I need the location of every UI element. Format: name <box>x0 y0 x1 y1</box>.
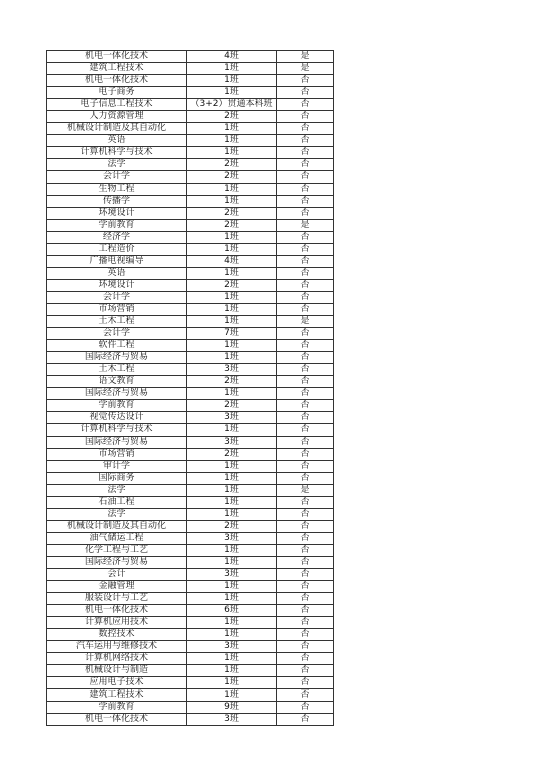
major-cell: 学前教育 <box>47 701 187 713</box>
flag-cell: 否 <box>277 605 334 617</box>
flag-cell: 否 <box>277 689 334 701</box>
table-row <box>47 243 334 255</box>
flag-cell: 否 <box>277 677 334 689</box>
flag-cell: 否 <box>277 207 334 219</box>
class-count-cell: 3班 <box>187 532 277 544</box>
flag-cell: 否 <box>277 340 334 352</box>
major-cell: 会计 <box>47 569 187 581</box>
major-cell: 机电一体化技术 <box>47 713 187 725</box>
class-count-cell: 3班 <box>187 364 277 376</box>
class-count-cell: 1班 <box>187 75 277 87</box>
table-row <box>47 508 334 520</box>
class-count-cell: 9班 <box>187 701 277 713</box>
table-row <box>47 99 334 111</box>
flag-cell: 否 <box>277 520 334 532</box>
major-cell: 国际经济与贸易 <box>47 436 187 448</box>
class-count-cell: 1班 <box>187 388 277 400</box>
major-cell: 建筑工程技术 <box>47 689 187 701</box>
flag-cell: 否 <box>277 75 334 87</box>
table-row <box>47 147 334 159</box>
major-cell: 机械设计制造及其自动化 <box>47 123 187 135</box>
table-row <box>47 364 334 376</box>
class-count-cell: 1班 <box>187 316 277 328</box>
major-cell: 土木工程 <box>47 364 187 376</box>
table-row <box>47 316 334 328</box>
class-count-cell: 1班 <box>187 424 277 436</box>
table-row <box>47 291 334 303</box>
flag-cell: 否 <box>277 376 334 388</box>
class-count-cell: 4班 <box>187 255 277 267</box>
flag-cell: 否 <box>277 303 334 315</box>
flag-cell: 否 <box>277 159 334 171</box>
class-count-cell: 1班 <box>187 340 277 352</box>
major-cell: 机电一体化技术 <box>47 51 187 63</box>
major-cell: 服装设计与工艺 <box>47 593 187 605</box>
flag-cell: 否 <box>277 544 334 556</box>
data-table <box>46 50 334 726</box>
major-cell: 法学 <box>47 508 187 520</box>
class-count-cell: 3班 <box>187 412 277 424</box>
table-row <box>47 159 334 171</box>
table-row <box>47 219 334 231</box>
flag-cell: 否 <box>277 279 334 291</box>
table-row <box>47 713 334 725</box>
flag-cell: 否 <box>277 569 334 581</box>
major-cell: 计算机应用技术 <box>47 617 187 629</box>
flag-cell: 否 <box>277 701 334 713</box>
table-row <box>47 665 334 677</box>
major-cell: 油气储运工程 <box>47 532 187 544</box>
table-row <box>47 617 334 629</box>
class-count-cell: 3班 <box>187 436 277 448</box>
class-count-cell: 1班 <box>187 243 277 255</box>
flag-cell: 否 <box>277 171 334 183</box>
table-row <box>47 436 334 448</box>
class-count-cell: 2班 <box>187 448 277 460</box>
flag-cell: 是 <box>277 484 334 496</box>
major-cell: 金融管理 <box>47 581 187 593</box>
class-count-cell: 4班 <box>187 51 277 63</box>
flag-cell: 否 <box>277 496 334 508</box>
flag-cell: 否 <box>277 629 334 641</box>
table-body <box>47 51 334 726</box>
major-cell: 电子信息工程技术 <box>47 99 187 111</box>
flag-cell: 否 <box>277 448 334 460</box>
table-row <box>47 701 334 713</box>
table-row <box>47 279 334 291</box>
class-count-cell: 1班 <box>187 183 277 195</box>
major-cell: 化学工程与工艺 <box>47 544 187 556</box>
major-cell: 会计学 <box>47 328 187 340</box>
class-count-cell: 2班 <box>187 520 277 532</box>
flag-cell: 否 <box>277 255 334 267</box>
major-cell: 建筑工程技术 <box>47 63 187 75</box>
class-count-cell: 2班 <box>187 400 277 412</box>
major-cell: 学前教育 <box>47 219 187 231</box>
class-count-cell: 2班 <box>187 279 277 291</box>
table-row <box>47 472 334 484</box>
table-row <box>47 171 334 183</box>
class-count-cell: 7班 <box>187 328 277 340</box>
table-row <box>47 448 334 460</box>
major-cell: 国际经济与贸易 <box>47 556 187 568</box>
flag-cell: 否 <box>277 123 334 135</box>
table-row <box>47 629 334 641</box>
flag-cell: 是 <box>277 63 334 75</box>
flag-cell: 否 <box>277 653 334 665</box>
major-cell: 广播电视编导 <box>47 255 187 267</box>
major-cell: 工程造价 <box>47 243 187 255</box>
table-row <box>47 520 334 532</box>
major-cell: 法学 <box>47 484 187 496</box>
flag-cell: 否 <box>277 593 334 605</box>
flag-cell: 否 <box>277 328 334 340</box>
table-row <box>47 87 334 99</box>
flag-cell: 否 <box>277 436 334 448</box>
class-count-cell: 2班 <box>187 207 277 219</box>
major-cell: 机械设计制造及其自动化 <box>47 520 187 532</box>
table-row <box>47 231 334 243</box>
table-row <box>47 581 334 593</box>
major-cell: 软件工程 <box>47 340 187 352</box>
table-row <box>47 376 334 388</box>
flag-cell: 否 <box>277 556 334 568</box>
table-row <box>47 569 334 581</box>
flag-cell: 否 <box>277 87 334 99</box>
table-row <box>47 593 334 605</box>
major-cell: 机电一体化技术 <box>47 605 187 617</box>
class-count-cell: 2班 <box>187 171 277 183</box>
class-count-cell: 1班 <box>187 231 277 243</box>
class-count-cell: 1班 <box>187 581 277 593</box>
flag-cell: 否 <box>277 532 334 544</box>
flag-cell: 否 <box>277 508 334 520</box>
flag-cell: 否 <box>277 183 334 195</box>
major-cell: 语文教育 <box>47 376 187 388</box>
table-row <box>47 51 334 63</box>
table-row <box>47 135 334 147</box>
table-row <box>47 689 334 701</box>
class-count-cell: 2班 <box>187 219 277 231</box>
flag-cell: 否 <box>277 291 334 303</box>
class-count-cell: 1班 <box>187 460 277 472</box>
major-cell: 计算机科学与技术 <box>47 147 187 159</box>
flag-cell: 是 <box>277 316 334 328</box>
table-row <box>47 267 334 279</box>
class-count-cell: 1班 <box>187 484 277 496</box>
class-count-cell: 2班 <box>187 376 277 388</box>
class-count-cell: 1班 <box>187 123 277 135</box>
class-count-cell: 3班 <box>187 569 277 581</box>
major-cell: 经济学 <box>47 231 187 243</box>
major-cell: 汽车运用与维修技术 <box>47 641 187 653</box>
class-count-cell: 1班 <box>187 147 277 159</box>
major-cell: 市场营销 <box>47 303 187 315</box>
class-count-cell: 3班 <box>187 713 277 725</box>
major-cell: 环境设计 <box>47 207 187 219</box>
class-count-cell: 1班 <box>187 87 277 99</box>
table-row <box>47 677 334 689</box>
class-count-cell: 6班 <box>187 605 277 617</box>
major-cell: 审计学 <box>47 460 187 472</box>
class-count-cell: 1班 <box>187 63 277 75</box>
table-row <box>47 75 334 87</box>
major-cell: 应用电子技术 <box>47 677 187 689</box>
flag-cell: 否 <box>277 231 334 243</box>
flag-cell: 否 <box>277 135 334 147</box>
major-cell: 国际经济与贸易 <box>47 388 187 400</box>
major-cell: 机电一体化技术 <box>47 75 187 87</box>
flag-cell: 否 <box>277 243 334 255</box>
major-cell: 国际商务 <box>47 472 187 484</box>
table-row <box>47 111 334 123</box>
table-row <box>47 195 334 207</box>
table-row <box>47 605 334 617</box>
class-count-cell: 1班 <box>187 291 277 303</box>
flag-cell: 否 <box>277 195 334 207</box>
flag-cell: 否 <box>277 460 334 472</box>
table-row <box>47 328 334 340</box>
major-cell: 英语 <box>47 135 187 147</box>
class-count-cell: 1班 <box>187 689 277 701</box>
flag-cell: 否 <box>277 665 334 677</box>
table-row <box>47 255 334 267</box>
table-row <box>47 183 334 195</box>
major-cell: 计算机网络技术 <box>47 653 187 665</box>
major-cell: 法学 <box>47 159 187 171</box>
table-row <box>47 653 334 665</box>
major-cell: 机械设计与制造 <box>47 665 187 677</box>
table-row <box>47 496 334 508</box>
table-row <box>47 412 334 424</box>
flag-cell: 否 <box>277 352 334 364</box>
flag-cell: 否 <box>277 267 334 279</box>
flag-cell: 否 <box>277 617 334 629</box>
class-count-cell: 1班 <box>187 617 277 629</box>
class-count-cell: 1班 <box>187 195 277 207</box>
table-row <box>47 123 334 135</box>
table-row <box>47 460 334 472</box>
major-cell: 会计学 <box>47 171 187 183</box>
table-row <box>47 352 334 364</box>
table-row <box>47 532 334 544</box>
major-cell: 国际经济与贸易 <box>47 352 187 364</box>
class-count-cell: 1班 <box>187 352 277 364</box>
major-cell: 视觉传达设计 <box>47 412 187 424</box>
table-row <box>47 207 334 219</box>
flag-cell: 否 <box>277 147 334 159</box>
flag-cell: 是 <box>277 51 334 63</box>
class-count-cell: 1班 <box>187 135 277 147</box>
flag-cell: 否 <box>277 364 334 376</box>
class-count-cell: 1班 <box>187 496 277 508</box>
flag-cell: 否 <box>277 424 334 436</box>
class-count-cell: 1班 <box>187 544 277 556</box>
flag-cell: 否 <box>277 472 334 484</box>
class-count-cell: 1班 <box>187 267 277 279</box>
major-cell: 生物工程 <box>47 183 187 195</box>
class-count-cell: 1班 <box>187 677 277 689</box>
flag-cell: 否 <box>277 388 334 400</box>
table-row <box>47 303 334 315</box>
class-count-cell: 1班 <box>187 472 277 484</box>
major-cell: 英语 <box>47 267 187 279</box>
table-row <box>47 484 334 496</box>
flag-cell: 是 <box>277 219 334 231</box>
major-cell: 土木工程 <box>47 316 187 328</box>
class-count-cell: 1班 <box>187 556 277 568</box>
flag-cell: 否 <box>277 581 334 593</box>
table-row <box>47 340 334 352</box>
flag-cell: 否 <box>277 400 334 412</box>
major-cell: 人力资源管理 <box>47 111 187 123</box>
class-count-cell: 1班 <box>187 508 277 520</box>
class-count-cell: 1班 <box>187 303 277 315</box>
flag-cell: 否 <box>277 412 334 424</box>
flag-cell: 否 <box>277 99 334 111</box>
class-count-cell: （3+2）贯通本科班 <box>187 99 277 111</box>
class-count-cell: 3班 <box>187 641 277 653</box>
class-count-cell: 2班 <box>187 159 277 171</box>
major-cell: 市场营销 <box>47 448 187 460</box>
flag-cell: 否 <box>277 713 334 725</box>
major-cell: 会计学 <box>47 291 187 303</box>
table-row <box>47 556 334 568</box>
table-row <box>47 63 334 75</box>
class-count-cell: 2班 <box>187 111 277 123</box>
table-row <box>47 400 334 412</box>
major-cell: 数控技术 <box>47 629 187 641</box>
class-count-cell: 1班 <box>187 653 277 665</box>
major-cell: 传播学 <box>47 195 187 207</box>
flag-cell: 否 <box>277 111 334 123</box>
class-count-cell: 1班 <box>187 665 277 677</box>
major-cell: 环境设计 <box>47 279 187 291</box>
major-cell: 计算机科学与技术 <box>47 424 187 436</box>
table-row <box>47 641 334 653</box>
flag-cell: 否 <box>277 641 334 653</box>
major-cell: 学前教育 <box>47 400 187 412</box>
table-row <box>47 544 334 556</box>
major-cell: 电子商务 <box>47 87 187 99</box>
table-row <box>47 388 334 400</box>
table-row <box>47 424 334 436</box>
class-count-cell: 1班 <box>187 593 277 605</box>
major-cell: 石油工程 <box>47 496 187 508</box>
class-count-cell: 1班 <box>187 629 277 641</box>
